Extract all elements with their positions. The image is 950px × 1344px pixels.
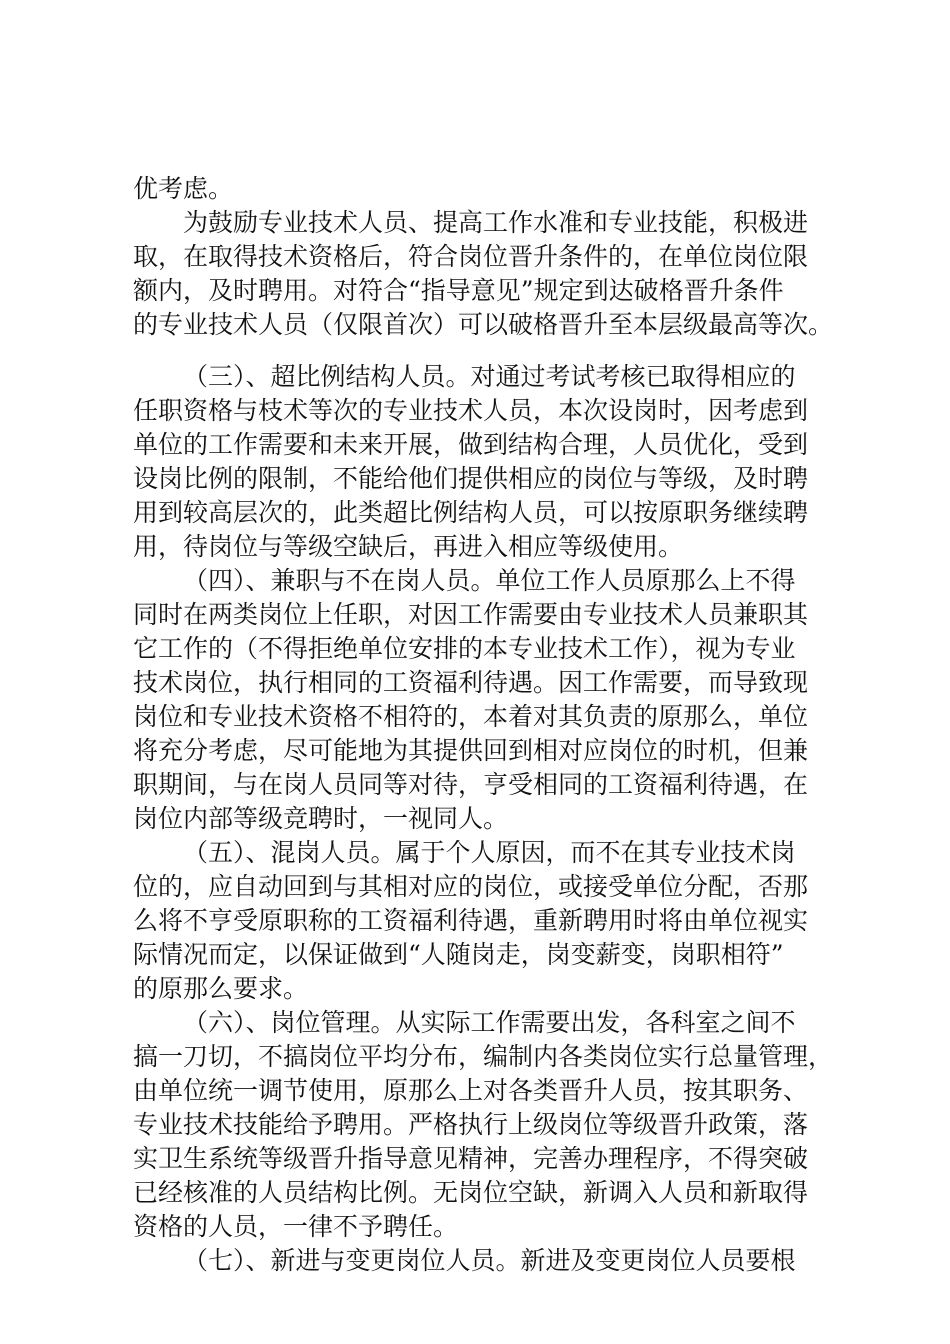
text-line: 同时在两类岗位上任职，对因工作需要由专业技术人员兼职其 (133, 600, 809, 629)
text-line: 岗位和专业技术资格不相符的，本着对其负责的原那么，单位 (133, 702, 809, 731)
paragraph-start-line: （五）、混岗人员。属于个人原因，而不在其专业技术岗 (183, 838, 796, 867)
text-line: 么将不亨受原职称的工资福利待遇，重新聘用时将由单位视实 (133, 906, 809, 935)
text-line: 岗位内部等级竞聘时，一视同人。 (133, 804, 509, 833)
text-line: 单位的工作需要和未来开展，做到结构合理，人员优化，受到 (133, 430, 809, 459)
text-line: 位的，应自动回到与其相对应的岗位，或接受单位分配，否那 (133, 872, 809, 901)
text-line: 际情况而定，以保证做到“人随岗走，岗变薪变，岗职相符” (133, 940, 784, 969)
text-line: 它工作的（不得拒绝单位安排的本专业技术工作），视为专业 (133, 634, 796, 663)
text-line: 技术岗位，执行相同的工资福利待遇。因工作需要，而导致现 (133, 668, 809, 697)
text-line: 的原那么要求。 (133, 974, 309, 1003)
paragraph-start-line: （七）、新进与变更岗位人员。新进及变更岗位人员要根 (183, 1246, 796, 1275)
paragraph-start-line: （四）、兼职与不在岗人员。单位工作人员原那么上不得 (183, 566, 796, 595)
text-line: 搞一刀切，不搞岗位平均分布，编制内各类岗位实行总量管理， (133, 1042, 833, 1071)
text-line: 额内，及时聘用。对符合“指导意见”规定到达破格晋升条件 (133, 276, 784, 305)
paragraph-start-line: 为鼓励专业技术人员、提高工作水准和专业技能，积极进 (183, 208, 809, 237)
text-line: 将充分考虑，尽可能地为其提供回到相对应岗位的时机，但兼 (133, 736, 809, 765)
text-line: 用，待岗位与等级空缺后，再进入相应等级使用。 (133, 532, 684, 561)
text-line: 实卫生系统等级晋升指导意见精神，完善办理程序，不得突破 (133, 1144, 809, 1173)
text-line: 资格的人员，一律不予聘任。 (133, 1212, 459, 1241)
text-line: 职期间，与在岗人员同等对待，亨受相同的工资福利待遇，在 (133, 770, 809, 799)
text-line: 任职资格与枝术等次的专业技术人员，本次设岗时，因考虑到 (133, 396, 809, 425)
text-line: 用到较高层次的，此类超比例结构人员，可以按原职务继续聘 (133, 498, 809, 527)
text-line: 优考虑。 (133, 174, 234, 203)
text-line: 设岗比例的限制，不能给他们提供相应的岗位与等级，及时聘 (133, 464, 809, 493)
text-line: 的专业技术人员（仅限首次）可以破格晋升至本层级最高等次。 (133, 310, 833, 339)
text-line: 已经核准的人员结构比例。无岗位空缺，新调入人员和新取得 (133, 1178, 809, 1207)
text-line: 取，在取得技术资格后，符合岗位晋升条件的，在单位岗位限 (133, 242, 809, 271)
paragraph-start-line: （三）、超比例结构人员。对通过考试考核已取得相应的 (183, 362, 796, 391)
text-line: 专业技术技能给予聘用。严格执行上级岗位等级晋升政策，落 (133, 1110, 809, 1139)
text-line: 由单位统一调节使用，原那么上对各类晋升人员，按其职务、 (133, 1076, 809, 1105)
paragraph-start-line: （六）、岗位管理。从实际工作需要出发，各科室之间不 (183, 1008, 796, 1037)
